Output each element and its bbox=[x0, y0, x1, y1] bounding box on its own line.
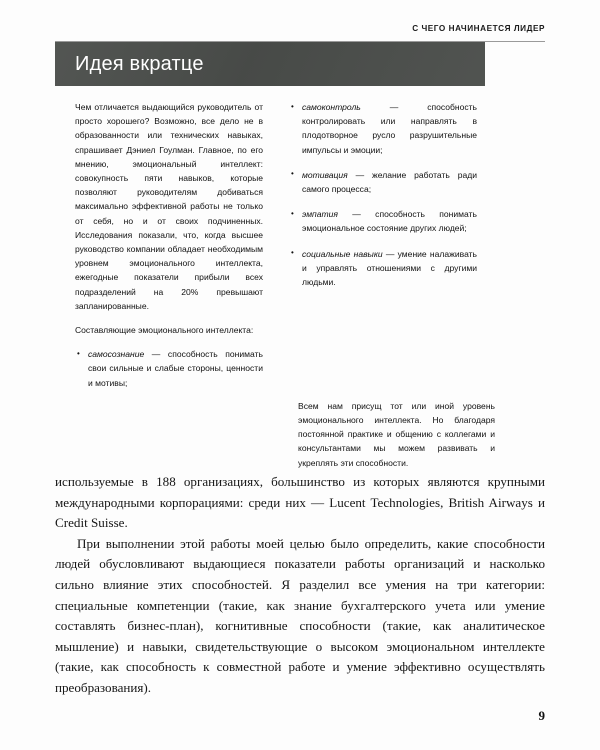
bullet-text: — способность контролировать или направлять в плодотворное русло разрушительные импульсы и эмоции; bbox=[302, 102, 477, 155]
bullet-term: эмпатия bbox=[302, 209, 338, 220]
bullet-text: — способность понимать свои сильные и слабые стороны, ценности и мотивы; bbox=[88, 349, 263, 388]
sidebar-left-bullet-list bbox=[75, 347, 263, 390]
list-item bbox=[289, 168, 477, 196]
idea-in-brief-sidebar bbox=[55, 42, 495, 470]
bullet-text: — желание работать ради самого процесса; bbox=[302, 169, 477, 195]
sidebar-right-column bbox=[289, 100, 477, 390]
running-head: С ЧЕГО НАЧИНАЕТСЯ ЛИДЕР bbox=[412, 24, 545, 33]
list-item bbox=[75, 347, 263, 390]
bullet-term: социальные навыки bbox=[302, 248, 383, 259]
sidebar-columns bbox=[55, 86, 485, 390]
list-item bbox=[289, 207, 477, 235]
sidebar-left-paragraph-2: Составляющие эмоционального интеллекта: bbox=[75, 325, 254, 336]
body-paragraph-2: При выполнении этой работы моей целью было определить, какие способности людей обусловливают выдающиеся показатели работы организаций и насколько сильно влияние этих способностей. Я разделил все умения на три категории: специальные компетенции (такие, как знание бухгалтерского учета или умение составлять бизнес-план), когнитивные способности (такие, как аналитическое мышление) и навыки, свидетельствующие о высоком эмоциональном интеллекте (такие, как способность к совместной работе и умение эффективно осуществлять преобразования). bbox=[55, 535, 545, 695]
sidebar-right-bullet-list bbox=[289, 100, 477, 289]
list-item bbox=[289, 100, 477, 157]
bullet-term: мотивация bbox=[302, 169, 348, 180]
bullet-term: самоконтроль bbox=[302, 102, 361, 112]
list-item bbox=[289, 247, 477, 290]
sidebar-closing-row bbox=[55, 390, 495, 470]
body-paragraph-1: используемые в 188 организациях, большинство из которых являются крупными международными корпорациями: среди них — Lucent Technologies, British Airways и Credit Suisse. bbox=[55, 474, 545, 531]
sidebar-title: Идея вкратце bbox=[75, 52, 204, 75]
main-body-text bbox=[55, 472, 545, 699]
bullet-text: — способность понимать эмоциональное состояние других людей; bbox=[302, 209, 477, 234]
sidebar-left-paragraph-1: Чем отличается выдающийся руководитель от просто хорошего? Возможно, все дело не в образованности или технических навыках, спрашивает Дэниел Гоулман. Главное, по его мнению, эмоциональный интеллект: совокупность пяти навыков, которые позволяют руководителям добиваться максимально эффективной работы не только от себя, но и от своих подчиненных. Исследования показали, что, когда высшее руководство компании обладает необходимым уровнем эмоционального интеллекта, ежегодные показатели прибыли всех подразделений на 20% превышают запланированные. bbox=[75, 102, 263, 311]
sidebar-banner bbox=[55, 42, 485, 86]
bullet-text: — умение налаживать и управлять отношениями с другими людьми. bbox=[302, 248, 477, 288]
page-number: 9 bbox=[538, 708, 545, 723]
sidebar-closing-paragraph: Всем нам присущ тот или иной уровень эмоционального интеллекта. Но благодаря постоянной практике и общению с коллегами и консультантами мы можем развивать и укреплять эти способности. bbox=[298, 400, 495, 468]
bullet-term: самосознание bbox=[88, 349, 145, 360]
sidebar-left-column bbox=[75, 100, 263, 390]
